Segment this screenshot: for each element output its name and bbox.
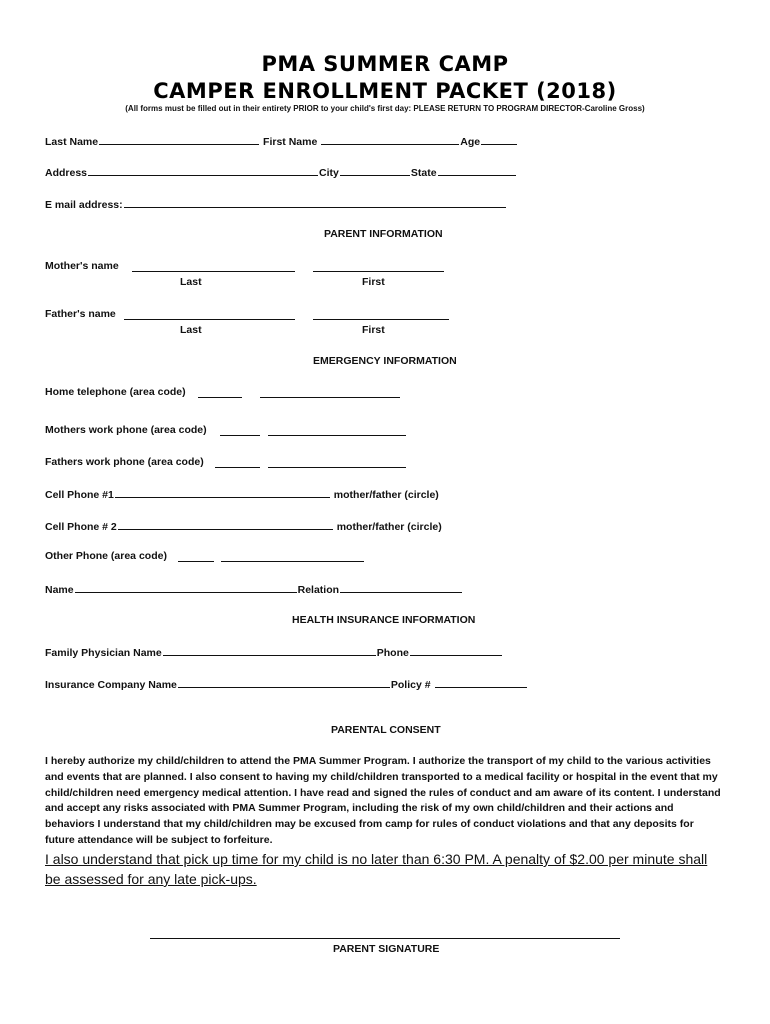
age-field[interactable] [481, 134, 517, 145]
fathers-work-area-field[interactable] [215, 467, 260, 468]
consent-heading: PARENTAL CONSENT [331, 724, 441, 736]
physician-phone-field[interactable] [410, 645, 502, 656]
mother-first-caption: First [362, 276, 385, 288]
father-first-caption: First [362, 324, 385, 336]
signature-field[interactable] [150, 938, 620, 939]
last-name-field[interactable] [99, 134, 259, 145]
contact-name-row [45, 582, 463, 596]
camper-name-row [45, 134, 518, 148]
mother-last-field[interactable] [132, 271, 295, 272]
mother-label: Mother's name [45, 260, 119, 272]
last-name-label: Last Name [45, 136, 99, 148]
other-phone-area-field[interactable] [178, 561, 214, 562]
other-phone-row [45, 550, 167, 562]
cell2-row [45, 519, 442, 533]
policy-field[interactable] [435, 677, 527, 688]
cell2-field[interactable] [118, 519, 333, 530]
mother-first-field[interactable] [313, 271, 444, 272]
page-subtitle: CAMPER ENROLLMENT PACKET (2018) [153, 79, 617, 103]
mothers-work-phone-field[interactable] [268, 435, 406, 436]
home-phone-row [45, 386, 186, 398]
city-field[interactable] [340, 165, 410, 176]
insurance-company-label: Insurance Company Name [45, 679, 177, 691]
mothers-work-label: Mothers work phone (area code) [45, 424, 207, 436]
other-phone-label: Other Phone (area code) [45, 550, 167, 562]
cell1-field[interactable] [115, 487, 330, 498]
fathers-work-label: Fathers work phone (area code) [45, 456, 204, 468]
state-field[interactable] [438, 165, 516, 176]
late-pickup-text: I also understand that pick up time for my child is no later than 6:30 PM. A penalty of $2.00 per minute shall be assessed for any late pick-ups. [45, 851, 708, 887]
fathers-work-row [45, 456, 204, 468]
emergency-info-heading: EMERGENCY INFORMATION [313, 355, 457, 367]
mother-last-caption: Last [180, 276, 202, 288]
consent-text: I hereby authorize my child/children to attend the PMA Summer Program. I authorize the transport of my child to the various activities and events that are planned. I also consent to having my child/children transported to a medical facility or hospital in the event that my child/children need emergency medical attention. I have read and signed the rules of conduct and am aware of its content. I understand and accept any risks associated with PMA Summer Program, including the risk of my own child/children and their actions and behaviors I understand that my child/children may be excused from camp for rules of conduct violations and that any deposits for future attendance will be subject to forfeiture. [45, 755, 721, 846]
email-label: E mail address: [45, 199, 123, 211]
father-last-field[interactable] [124, 319, 295, 320]
first-name-field[interactable] [321, 134, 459, 145]
father-row [45, 308, 116, 320]
address-field[interactable] [88, 165, 318, 176]
instructions: (All forms must be filled out in their entirety PRIOR to your child's first day: PLEASE RETURN TO PROGRAM DIRECTOR-Caroline Gross) [125, 104, 645, 113]
email-row [45, 197, 507, 211]
physician-label: Family Physician Name [45, 647, 162, 659]
cell2-circle[interactable]: mother/father (circle) [336, 521, 442, 533]
home-phone-label: Home telephone (area code) [45, 386, 186, 398]
address-label: Address [45, 167, 88, 179]
home-phone-field[interactable] [260, 397, 400, 398]
insurance-company-field[interactable] [178, 677, 390, 688]
other-phone-field[interactable] [221, 561, 364, 562]
age-label: Age [460, 136, 481, 148]
email-field[interactable] [124, 197, 506, 208]
contact-name-field[interactable] [75, 582, 297, 593]
father-label: Father's name [45, 308, 116, 320]
father-last-caption: Last [180, 324, 202, 336]
physician-field[interactable] [163, 645, 376, 656]
parent-info-heading: PARENT INFORMATION [324, 228, 443, 240]
city-label: City [319, 167, 339, 179]
mothers-work-area-field[interactable] [220, 435, 260, 436]
mother-row [45, 260, 119, 272]
cell1-row [45, 487, 439, 501]
relation-label: Relation [297, 584, 340, 596]
first-name-label: First Name [263, 136, 318, 148]
insurance-company-row [45, 677, 528, 691]
father-first-field[interactable] [313, 319, 449, 320]
cell1-circle[interactable]: mother/father (circle) [333, 489, 439, 501]
fathers-work-phone-field[interactable] [268, 467, 406, 468]
address-row [45, 165, 517, 179]
relation-field[interactable] [340, 582, 462, 593]
home-phone-area-field[interactable] [198, 397, 242, 398]
physician-row [45, 645, 503, 659]
policy-label: Policy # [390, 679, 431, 691]
insurance-heading: HEALTH INSURANCE INFORMATION [292, 614, 476, 626]
state-label: State [410, 167, 437, 179]
cell2-label: Cell Phone # 2 [45, 521, 117, 533]
physician-phone-label: Phone [376, 647, 409, 659]
page-title: PMA SUMMER CAMP [261, 52, 509, 76]
cell1-label: Cell Phone #1 [45, 489, 114, 501]
mothers-work-row [45, 424, 207, 436]
contact-name-label: Name [45, 584, 74, 596]
signature-label: PARENT SIGNATURE [333, 943, 440, 955]
